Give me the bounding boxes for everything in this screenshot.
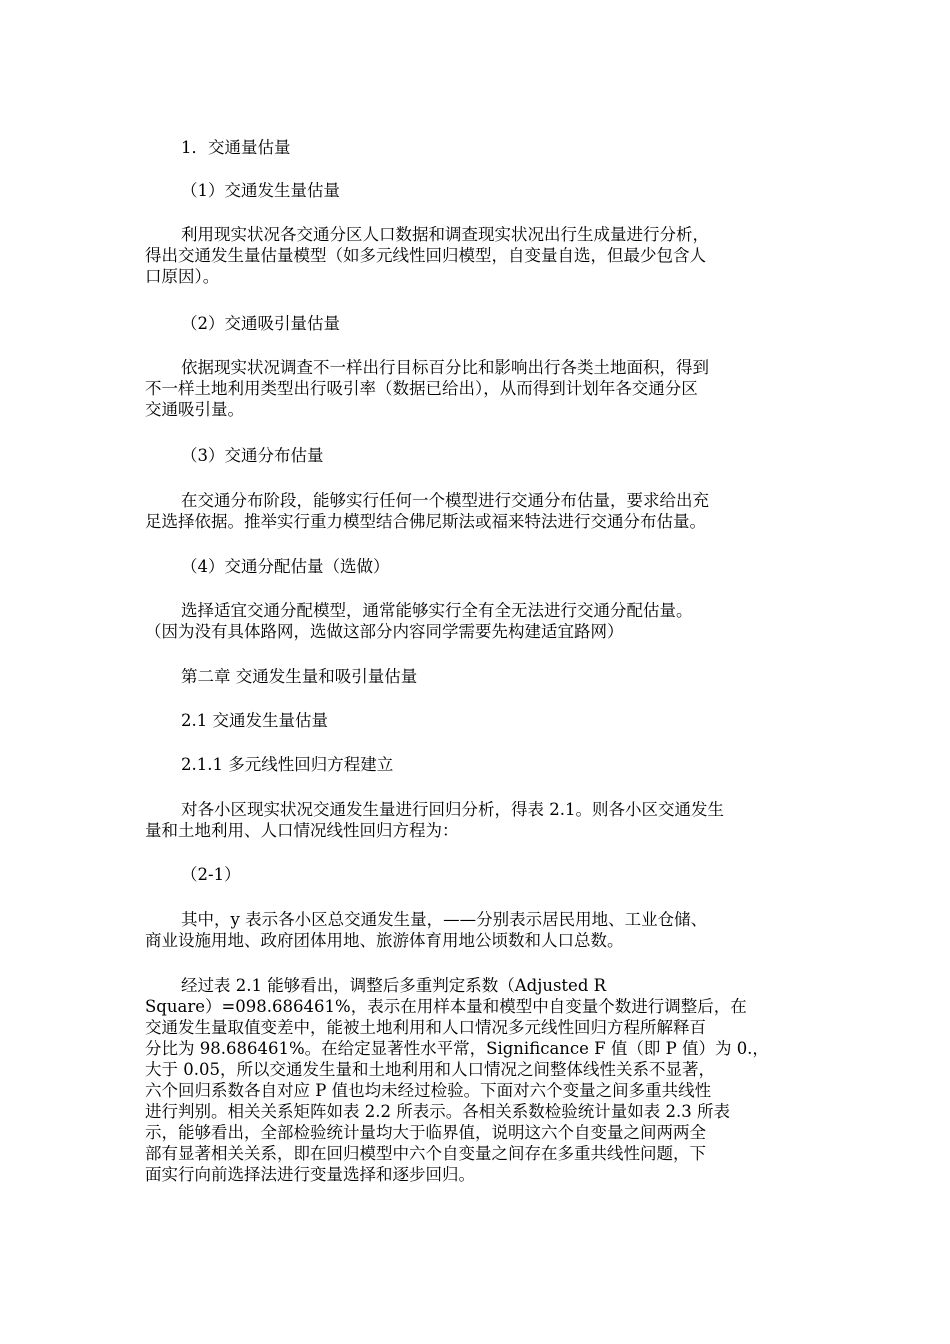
text-line: 2.1.1 多元线性回归方程建立 [181,755,394,774]
text-line: 经过表 2.1 能够看出，调整后多重判定系数（Adjusted R [181,976,607,995]
chapter-heading [145,666,810,687]
text-line: 大于 0.05，所以交通发生量和土地利用和人口情况之间整体线性关系不显著， [145,1060,715,1079]
text-line: （2）交通吸引量估量 [181,314,340,333]
paragraph [145,490,810,532]
text-line: 示，能够看出，全部检验统计量均大于临界值，说明这六个自变量之间两两全 [145,1123,706,1142]
subsection-heading [145,445,810,466]
text-line: 其中，y 表示各小区总交通发生量，——分别表示居民用地、工业仓储、 [181,910,708,929]
paragraph [145,909,810,951]
paragraph [145,224,810,287]
text-line: （1）交通发生量估量 [181,181,340,200]
paragraph [145,799,810,841]
text-line: 足选择依据。推举实行重力模型结合佛尼斯法或福来特法进行交通分布估量。 [145,512,706,531]
text-line: 对各小区现实状况交通发生量进行回归分析，得表 2.1。则各小区交通发生 [181,800,724,819]
text-line: 利用现实状况各交通分区人口数据和调查现实状况出行生成量进行分析， [181,225,709,244]
text-line: 第二章 交通发生量和吸引量估量 [181,667,418,686]
subsection-heading [145,313,810,334]
text-line: 分比为 98.686461%。在给定显著性水平常，Significance F 值（即 P 值）为 0.， [145,1039,769,1058]
text-line: 商业设施用地、政府团体用地、旅游体育用地公顷数和人口总数。 [145,931,624,950]
text-line: 1．交通量估量 [181,138,291,157]
section-heading [145,137,810,158]
text-line: （2-1） [181,865,241,884]
paragraph [145,975,810,1185]
subsection-heading [145,754,810,775]
text-line: （因为没有具体路网，选做这部分内容同学需要先构建适宜路网） [145,622,624,641]
text-line: 面实行向前选择法进行变量选择和逐步回归。 [145,1165,475,1184]
subsection-heading [145,180,810,201]
text-line: （4）交通分配估量（选做） [181,557,390,576]
text-line: 得出交通发生量估量模型（如多元线性回归模型，自变量自选，但最少包含人 [145,246,706,265]
text-line: 口原因）。 [145,267,220,286]
text-line: （3）交通分布估量 [181,446,324,465]
text-line: 不一样土地利用类型出行吸引率（数据已给出），从而得到计划年各交通分区 [145,379,698,398]
text-line: 2.1 交通发生量估量 [181,711,328,730]
section-heading [145,710,810,731]
text-line: 进行判别。相关关系矩阵如表 2.2 所表示。各相关系数检验统计量如表 2.3 所表 [145,1102,730,1121]
paragraph [145,600,810,642]
text-line: 选择适宜交通分配模型，通常能够实行全有全无法进行交通分配估量。 [181,601,693,620]
paragraph [145,357,810,420]
subsection-heading [145,556,810,577]
text-line: Square）=098.686461%，表示在用样本量和模型中自变量个数进行调整后，在 [145,997,747,1016]
text-line: 六个回归系数各自对应 P 值也均未经过检验。下面对六个变量之间多重共线性 [145,1081,712,1100]
text-line: 量和土地利用、人口情况线性回归方程为： [145,821,459,840]
text-line: 部有显著相关关系，即在回归模型中六个自变量之间存在多重共线性问题，下 [145,1144,706,1163]
text-line: 在交通分布阶段，能够实行任何一个模型进行交通分布估量，要求给出充 [181,491,709,510]
text-line: 交通发生量取值变差中，能被土地利用和人口情况多元线性回归方程所解释百 [145,1018,706,1037]
text-line: 依据现实状况调查不一样出行目标百分比和影响出行各类土地面积，得到 [181,358,709,377]
equation-label [145,864,810,885]
text-line: 交通吸引量。 [145,400,244,419]
